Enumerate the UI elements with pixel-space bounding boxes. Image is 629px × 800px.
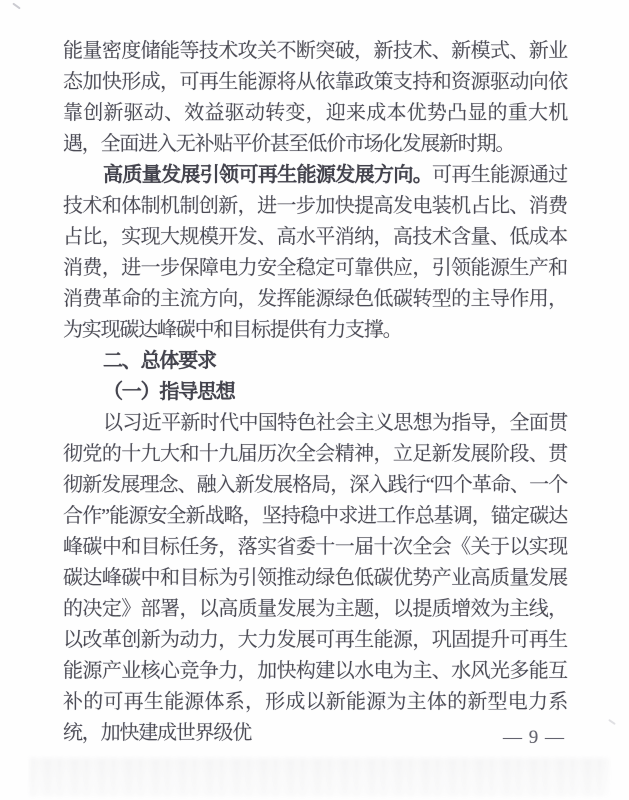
scan-artifact-icon	[12, 3, 21, 10]
paragraph-high-quality-development: 高质量发展引领可再生能源发展方向。可再生能源通过技术和体制机制创新，进一步加快提高发电装机占比、消费占比，实现大规模开发、高水平消纳，高技术含量、低成本消费，进一步保障电力安全稳定可靠供应，引领能源生产和消费革命的主流方向，发挥能源绿色低碳转型的主导作用，为实现碳达峰碳中和目标提供有力支撑。	[63, 164, 567, 341]
paragraph-bold-lead: 高质量发展引领可再生能源发展方向。	[103, 164, 433, 186]
subsection-heading-guiding-ideology: （一）指导思想	[103, 381, 235, 403]
paragraph-continued-from-previous-page: 能量密度储能等技术攻关不断突破，新技术、新模式、新业态加快形成，可再生能源将从依靠政策支持和资源驱动向依靠创新驱动、效益驱动转变，迎来成本优势凸显的重大机遇，全面进入无补贴平价甚至低价市场化发展新时期。	[63, 40, 567, 155]
paragraph-guiding-ideology-body: 以习近平新时代中国特色社会主义思想为指导，全面贯彻党的十九大和十九届历次全会精神，立足新发展阶段、贯彻新发展理念、融入新发展格局，深入践行“四个革命、一个合作”能源安全新战略，坚持稳中求进工作总基调，锚定碳达峰碳中和目标任务，落实省委十一届十次全会《关于以实现碳达峰碳中和目标为引领推动绿色低碳优势产业高质量发展的决定》部署，以高质量发展为主题，以提质增效为主线，以改革创新为动力，大力发展可再生能源，巩固提升可再生能源产业核心竞争力，加快构建以水电为主、水风光多能互补的可再生能源体系，形成以新能源为主体的新型电力系统，加快建成世界级优	[63, 412, 567, 744]
document-body	[63, 36, 567, 749]
scan-artifact-icon	[608, 719, 616, 725]
scan-bleedthrough-artifact	[30, 758, 609, 796]
section-heading-overall-requirements: 二、总体要求	[103, 350, 216, 372]
page-number: — 9 —	[503, 727, 565, 748]
